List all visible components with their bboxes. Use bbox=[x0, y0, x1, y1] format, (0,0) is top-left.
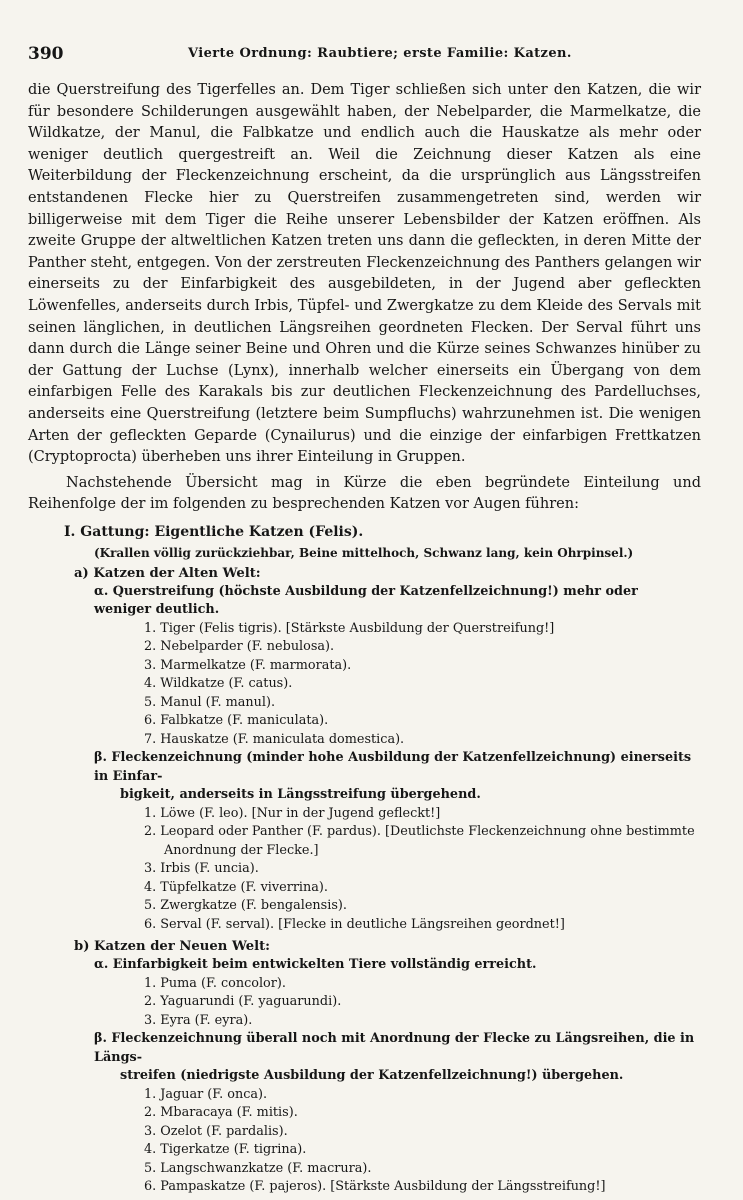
genus-note: (Krallen völlig zurückziehbar, Beine mittelhoch, Schwanz lang, kein Ohrpinsel.) bbox=[94, 545, 634, 560]
subgroup-heading bbox=[28, 749, 701, 805]
paragraph: Nachstehende Übersicht mag in Kürze die eben begründete Einteilung und Reihenfolge der im folgenden zu besprechenden Katzen vor Augen führen: bbox=[28, 474, 701, 513]
list-item: 4. Wildkatze (F. catus). bbox=[144, 676, 293, 692]
subgroup-text-continued: streifen (niedrigste Ausbildung der Katzenfellzeichnung!) übergehen. bbox=[120, 1068, 624, 1084]
page-header bbox=[28, 44, 701, 80]
list-item: 6. Pampaskatze (F. pajeros). [Stärkste Ausbildung der Längsstreifung!] bbox=[144, 1179, 606, 1195]
subgroup-text-continued: bigkeit, anderseits in Längsstreifung übergehend. bbox=[120, 787, 481, 803]
list-item: 6. Falbkatze (F. maniculata). bbox=[144, 713, 329, 729]
subgroup-heading bbox=[28, 583, 701, 620]
page-number: 390 bbox=[28, 44, 64, 64]
list-item: 5. Zwergkatze (F. bengalensis). bbox=[144, 898, 347, 914]
list-item-text-continued: Anordnung der Flecke.] bbox=[164, 842, 319, 858]
list-item: 3. Eyra (F. eyra). bbox=[144, 1012, 253, 1028]
list-item: 3. Irbis (F. uncia). bbox=[144, 861, 259, 877]
list-item: 4. Tüpfelkatze (F. viverrina). bbox=[144, 879, 328, 895]
list-item: 5. Langschwanzkatze (F. macrura). bbox=[144, 1160, 372, 1176]
subgroup-text: α. Einfarbigkeit beim entwickelten Tiere vollständig erreicht. bbox=[94, 957, 537, 973]
list-item: 3. Ozelot (F. pardalis). bbox=[144, 1123, 288, 1139]
subgroup-heading bbox=[28, 1030, 701, 1086]
list-item: 2. Mbaracaya (F. mitis). bbox=[144, 1105, 298, 1121]
group-heading: b) Katzen der Neuen Welt: bbox=[74, 939, 271, 955]
subgroup-heading bbox=[28, 956, 701, 975]
group-heading: a) Katzen der Alten Welt: bbox=[74, 565, 261, 581]
list-item: 5. Manul (F. manul). bbox=[144, 694, 276, 710]
paragraph: die Querstreifung des Tigerfelles an. Dem Tiger schließen sich unter den Katzen, die wir für besondere Schilderungen ausgewählt haben, der Nebelparder, die Marmelkatze, die Wildkatze, der Manul, die Falbkatze und endlich auch die Hauskatze als mehr oder weniger deutlich quergestreift an. Weil die Zeichnung dieser Katzen als eine Weiterbildung der Fleckenzeichnung erscheint, da die ursprünglich aus Längsstreifen entstandenen Flecke hier zu Querstreifen zusammengetreten sind, werden wir billigerweise mit dem Tiger die Reihe unserer Lebensbilder der Katzen eröffnen. Als zweite Gruppe der altweltlichen Katzen treten uns dann die gefleckten, in deren Mitte der Panther steht, entgegen. Von der zerstreuten Fleckenzeichnung des Panthers gelangen wir einerseits zu der Einfarbigkeit des ausgebildeten, in der Jugend aber gefleckten Löwenfelles, anderseits durch Irbis, Tüpfel- und Zwergkatze zu dem Kleide des Servals mit seinen länglichen, in deutlichen Längsreihen geordneten Flecken. Der Serval führt uns dann durch die Länge seiner Beine und Ohren und die Kürze seines Schwanzes hinüber zu der Gattung der Luchse (Lynx), innerhalb welcher einerseits ein Übergang von dem einfarbigen Felle des Karakals bis zur deutlichen Fleckenzeichnung des Pardelluchses, anderseits eine Querstreifung (letztere beim Sumpfluchs) wahrzunehmen ist. Die wenigen Arten der gefleckten Geparde (Cynailurus) und die einzige der einfarbigen Frettkatzen (Cryptoprocta) überheben uns ihrer Einteilung in Gruppen. bbox=[28, 82, 701, 466]
list-item: 2. Yaguarundi (F. yaguarundi). bbox=[144, 994, 342, 1010]
list-item: 1. Löwe (F. leo). [Nur in der Jugend gefleckt!] bbox=[144, 805, 441, 821]
list-item-text: 2. Leopard oder Panther (F. pardus). [Deutlichste Fleckenzeichnung ohne bestimmte bbox=[144, 824, 695, 840]
running-head: Vierte Ordnung: Raubtiere; erste Familie: Katzen. bbox=[188, 46, 572, 61]
list-item: 4. Tigerkatze (F. tigrina). bbox=[144, 1142, 307, 1158]
list-item: 2. Nebelparder (F. nebulosa). bbox=[144, 639, 335, 655]
subgroup-text: β. Fleckenzeichnung (minder hohe Ausbildung der Katzenfellzeichnung) einerseits in Einfar- bbox=[94, 750, 692, 784]
body-text bbox=[28, 80, 701, 516]
list-item: 7. Hauskatze (F. maniculata domestica). bbox=[144, 731, 405, 747]
list-item: 6. Serval (F. serval). [Flecke in deutliche Längsreihen geordnet!] bbox=[144, 916, 565, 932]
list-item: 1. Jaguar (F. onca). bbox=[144, 1086, 268, 1102]
classification-outline bbox=[28, 522, 701, 1197]
list-item: 1. Tiger (Felis tigris). [Stärkste Ausbildung der Querstreifung!] bbox=[144, 620, 555, 636]
subgroup-text: α. Querstreifung (höchste Ausbildung der Katzenfellzeichnung!) mehr oder weniger deutlich. bbox=[94, 583, 638, 618]
list-item bbox=[28, 823, 701, 860]
list-item: 1. Puma (F. concolor). bbox=[144, 975, 286, 991]
genus-heading: I. Gattung: Eigentliche Katzen (Felis). bbox=[64, 523, 364, 540]
list-item: 3. Marmelkatze (F. marmorata). bbox=[144, 657, 352, 673]
subgroup-text: β. Fleckenzeichnung überall noch mit Anordnung der Flecke zu Längsreihen, die in Längs- bbox=[94, 1031, 695, 1065]
